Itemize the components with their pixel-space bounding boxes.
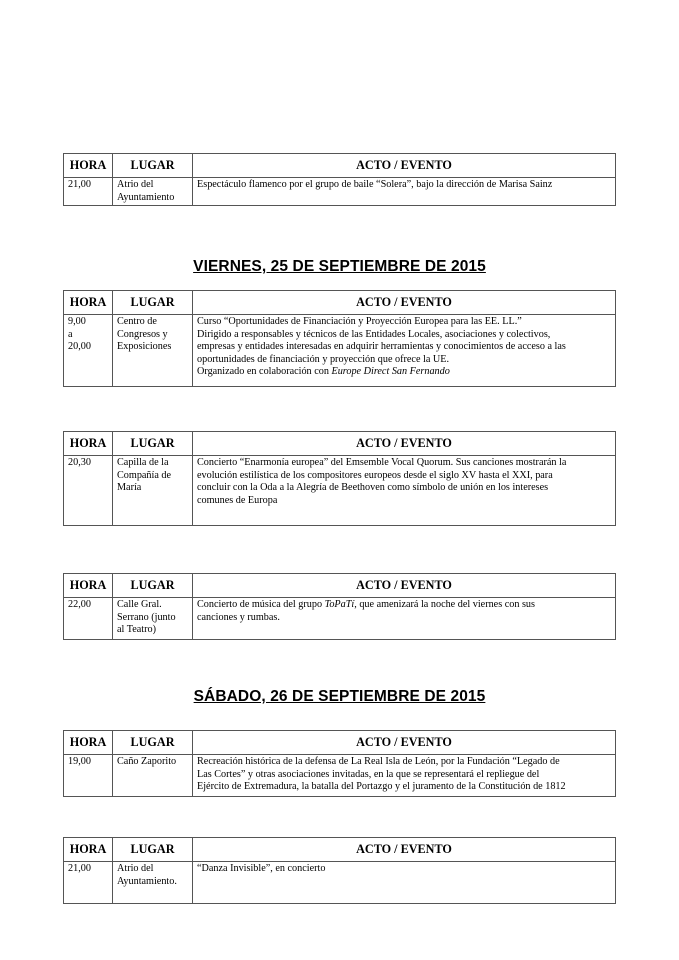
event-table-1 bbox=[63, 153, 616, 206]
cell-acto: Concierto de música del grupo ToPaTí, que amenizará la noche del viernes con sus canciones y rumbas. bbox=[193, 598, 616, 640]
cell-lugar: Centro de Congresos y Exposiciones bbox=[113, 315, 193, 387]
day-heading-viernes: VIERNES, 25 DE SEPTIEMBRE DE 2015 bbox=[193, 258, 486, 275]
header-lugar: LUGAR bbox=[113, 154, 193, 178]
table-header-row bbox=[64, 731, 616, 755]
cell-lugar: Atrio del Ayuntamiento bbox=[113, 178, 193, 206]
event-table-2 bbox=[63, 290, 616, 387]
cell-acto: “Danza Invisible”, en concierto bbox=[193, 862, 616, 904]
header-acto: ACTO / EVENTO bbox=[193, 838, 616, 862]
header-lugar: LUGAR bbox=[113, 838, 193, 862]
header-hora: HORA bbox=[64, 432, 113, 456]
cell-lugar: Calle Gral. Serrano (junto al Teatro) bbox=[113, 598, 193, 640]
event-table-4 bbox=[63, 573, 616, 640]
day-heading-sabado: SÁBADO, 26 DE SEPTIEMBRE DE 2015 bbox=[193, 688, 486, 705]
table-header-row bbox=[64, 838, 616, 862]
cell-lugar: Atrio del Ayuntamiento. bbox=[113, 862, 193, 904]
table-header-row bbox=[64, 291, 616, 315]
table-row bbox=[64, 178, 616, 206]
cell-hora: 19,00 bbox=[64, 755, 113, 797]
event-table-5 bbox=[63, 730, 616, 797]
table-header-row bbox=[64, 154, 616, 178]
cell-acto: Recreación histórica de la defensa de La Real Isla de León, por la Fundación “Legado de Las Cortes” y otras asociaciones invitadas, en la que se representará el repliegue del Ejército de Extremadura, la batalla del Portazgo y el juramento de la Constitución de 1812 bbox=[193, 755, 616, 797]
cell-acto: Concierto “Enarmonía europea” del Emsemble Vocal Quorum. Sus canciones mostrarán la evolución estilística de los compositores europeos desde el siglo XV hasta el XXI, para concluir con la Oda a la Alegría de Beethoven como símbolo de unión en los intereses comunes de Europa bbox=[193, 456, 616, 526]
table-header-row bbox=[64, 574, 616, 598]
table-header-row bbox=[64, 432, 616, 456]
header-lugar: LUGAR bbox=[113, 731, 193, 755]
cell-lugar: Caño Zaporito bbox=[113, 755, 193, 797]
table-row bbox=[64, 755, 616, 797]
table-row bbox=[64, 862, 616, 904]
event-table-3 bbox=[63, 431, 616, 526]
header-lugar: LUGAR bbox=[113, 432, 193, 456]
cell-acto: Espectáculo flamenco por el grupo de baile “Solera”, bajo la dirección de Marisa Sainz bbox=[193, 178, 616, 206]
header-hora: HORA bbox=[64, 154, 113, 178]
header-acto: ACTO / EVENTO bbox=[193, 291, 616, 315]
cell-hora: 21,00 bbox=[64, 862, 113, 904]
table-row bbox=[64, 598, 616, 640]
header-acto: ACTO / EVENTO bbox=[193, 154, 616, 178]
table-row bbox=[64, 315, 616, 387]
header-acto: ACTO / EVENTO bbox=[193, 731, 616, 755]
cell-hora: 22,00 bbox=[64, 598, 113, 640]
header-hora: HORA bbox=[64, 731, 113, 755]
header-lugar: LUGAR bbox=[113, 291, 193, 315]
table-row bbox=[64, 456, 616, 526]
header-acto: ACTO / EVENTO bbox=[193, 432, 616, 456]
event-table-6 bbox=[63, 837, 616, 904]
header-lugar: LUGAR bbox=[113, 574, 193, 598]
cell-lugar: Capilla de la Compañía de María bbox=[113, 456, 193, 526]
cell-hora: 20,30 bbox=[64, 456, 113, 526]
cell-hora: 9,00 a 20,00 bbox=[64, 315, 113, 387]
header-acto: ACTO / EVENTO bbox=[193, 574, 616, 598]
cell-acto: Curso “Oportunidades de Financiación y Proyección Europea para las EE. LL.” Dirigido a responsables y técnicos de las Entidades Locales, asociaciones y colectivos, empresas y entidades interesadas en adquirir herramientas y conocimientos de acceso a las oportunidades de financiación y proyección que ofrece la UE. Organizado en colaboración con Europe Direct San Fernando bbox=[193, 315, 616, 387]
cell-hora: 21,00 bbox=[64, 178, 113, 206]
header-hora: HORA bbox=[64, 838, 113, 862]
header-hora: HORA bbox=[64, 574, 113, 598]
header-hora: HORA bbox=[64, 291, 113, 315]
